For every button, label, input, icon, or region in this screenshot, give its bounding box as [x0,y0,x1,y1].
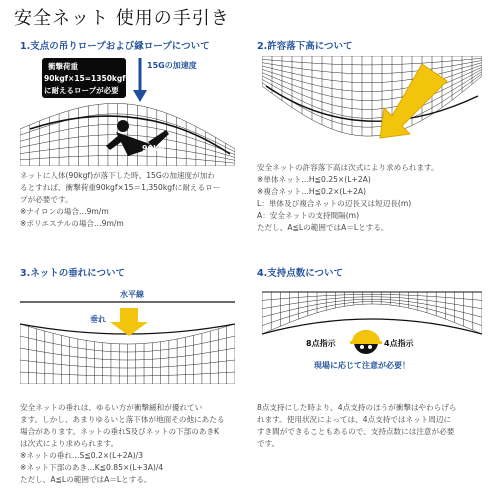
section-4-text [257,402,457,450]
badge-line-2: 90kgf×15=1350kgf [44,74,126,83]
text-line: ます。しかし、あまりゆるいと落下体が地面その他にあたる [20,415,225,424]
section-2-figure [262,56,482,162]
section-1-heading: 1.支点の吊りロープおよび縁ロープについて [20,41,210,52]
eight-point-label: 8点指示 [306,339,336,348]
section-4-heading: 4.支持点数について [257,268,344,279]
page-title: 安全ネット 使用の手引き [14,8,230,29]
section-3-figure [20,284,235,384]
text-line: です。 [257,439,280,448]
text-line: ※ポリエステルの場合…9m/m [20,219,124,228]
text-line: L：単体及び複合ネットの辺長又は短辺長(m) [257,199,412,208]
text-line: ただし、A≦Lの範囲ではA＝Lとする。 [20,475,152,484]
sag-label: 垂れ [90,315,106,324]
site-note: 現場に応じて注意が必要！ [314,361,410,370]
section-2-heading: 2.許容落下高について [257,41,353,52]
section-3-text [20,402,224,486]
text-line: るとすれば、衝撃荷重90kgf×15＝1,350kgfに耐えるロー [20,183,221,192]
text-line: ※ネットの垂れ…S≦0.2×(L+2A)/3 [20,451,144,460]
text-line: A：安全ネットの支持間隔(m) [257,211,360,220]
text-line: ネットに人体(90kgf)が落下した時、15Gの加速度が加わ [20,171,215,180]
text-line: ※複合ネット…H≦0.2×(L+2A) [257,187,366,196]
section-1-figure [20,54,235,166]
text-line: ※ナイロンの場合…9m/m [20,207,109,216]
section-1-text [20,170,220,230]
text-line: すき間ができることもあるので、支持点数には注意が必要 [257,427,455,436]
text-line: ※単体ネット…H≦0.25×(L+2A) [257,175,371,184]
text-line: れます。使用状況によっては、4点支持ではネット周辺に [257,415,452,424]
text-line: プが必要です。 [20,195,73,204]
text-line: 場合があります。ネットの垂れS及びネットの下部のあきK [20,427,220,436]
four-point-label: 4点指示 [384,339,414,348]
section-3-heading: 3.ネットの垂れについて [20,268,126,279]
badge-line-3: に耐えるロープが必要 [44,86,119,95]
acceleration-label: 15Gの加速度 [147,61,197,70]
horizon-label: 水平線 [120,290,144,299]
text-line: 安全ネットの垂れは、ゆるい方が衝撃緩和が優れてい [20,403,203,412]
text-line: 8点支持にした時より、4点支持のほうが衝撃はやわらげら [257,403,457,412]
text-line: ただし、A≦Lの範囲ではA＝Lとする。 [257,223,389,232]
text-line: 安全ネットの許容落下高は次式により求められます。 [257,163,439,172]
text-line: は次式により求められます。 [20,439,119,448]
section-4-figure [262,284,482,384]
badge-line-1: 衝撃荷重 [48,62,78,71]
section-2-text [257,162,439,234]
weight-label: 90kg [142,144,165,153]
text-line: ※ネット下部のあき…K≦0.85×(L+3A)/4 [20,463,164,472]
